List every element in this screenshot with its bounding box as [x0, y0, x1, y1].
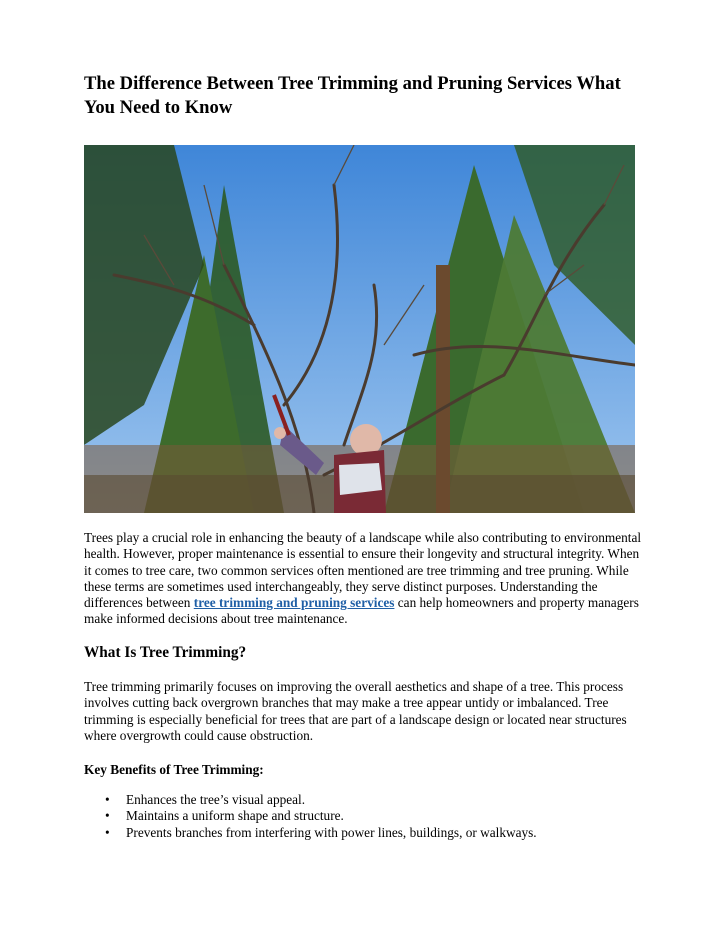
- section-heading: What Is Tree Trimming?: [84, 644, 247, 661]
- intro-text-before: Trees play a crucial role in enhancing the beauty of a landscape while also contributing to environmental health. However, proper maintenance is essential to ensure their longevity and structural integrity. When it comes to tree care, two common services often mentioned are tree trimming and tree pruning. While these terms are sometimes used interchangeably, they serve distinct purposes. Understanding the differences between: [84, 530, 642, 611]
- section-paragraph: Tree trimming primarily focuses on improving the overall aesthetics and shape of a tree. This process involves cutting back overgrown branches that may make a tree appear untidy or imbalanced. Tree trimming is especially beneficial for trees that are part of a landscape design or located near structures where overgrowth could cause obstruction.: [84, 679, 627, 743]
- intro-paragraph: [84, 530, 644, 628]
- benefits-list: [84, 792, 644, 841]
- bullet-icon: •: [105, 792, 110, 807]
- list-item-text: Maintains a uniform shape and structure.: [126, 808, 344, 824]
- intro-text-after: can help homeowners and property managers make informed decisions about tree maintenance.: [84, 595, 639, 627]
- list-item: [84, 792, 644, 808]
- bullet-icon: •: [105, 808, 110, 824]
- key-benefits-heading: Key Benefits of Tree Trimming:: [84, 762, 264, 777]
- article-title: The Difference Between Tree Trimming and Pruning Services What You Need to Know: [84, 73, 621, 118]
- list-item: [84, 808, 644, 824]
- tree-photo-icon: [84, 145, 635, 513]
- tree-trimming-pruning-link[interactable]: tree trimming and pruning services: [193, 595, 395, 611]
- list-item: [84, 825, 644, 841]
- list-item-text: Prevents branches from interfering with power lines, buildings, or walkways.: [126, 824, 537, 840]
- bullet-icon: •: [105, 824, 110, 840]
- hero-image: [84, 145, 635, 513]
- list-item-text: Enhances the tree’s visual appeal.: [126, 792, 306, 807]
